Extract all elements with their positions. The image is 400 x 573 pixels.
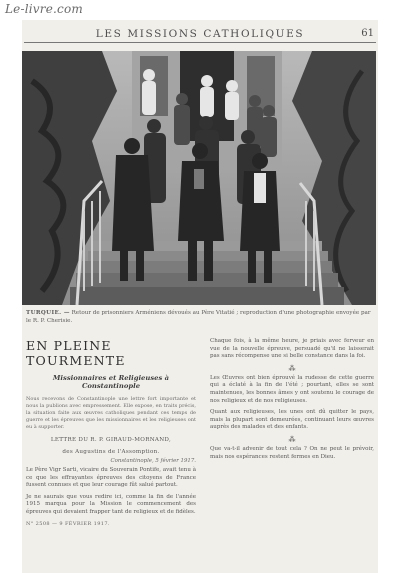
running-head bbox=[22, 28, 378, 42]
running-title: LES MISSIONS CATHOLIQUES bbox=[95, 28, 305, 40]
article-paragraph: Le Père Vigr Sarti, vicaire du Souverain Pontife, avait tenu à ce que les effrayantes épreuves des citoyens de France fussent connues et que leur courage fût salué partout. bbox=[26, 467, 196, 489]
watermark: Le-livre.com bbox=[5, 2, 83, 16]
page-number: 61 bbox=[361, 28, 374, 39]
scanned-page bbox=[22, 20, 378, 573]
issue-footer: N° 2508 — 9 FÉVRIER 1917. bbox=[26, 520, 110, 527]
right-paragraph: Quant aux religieuses, les unes ont dû quitter le pays, mais la plupart sont demeurées, continuant leurs œuvres auprès des malades et des enfants. bbox=[210, 409, 374, 431]
right-paragraph: Que va-t-il advenir de tout cela ? On ne peut le prévoir, mais nos espérances restent fermes en Dieu. bbox=[210, 445, 374, 460]
article-paragraph: Je ne saurais que vous redire ici, comme la fin de l'année 1915 marqua pour la Mission le commencement des épreuves qui devaient frapper tant de religieux et de fidèles. bbox=[26, 493, 196, 515]
article-byline: LETTRE DU R. P. GIRAUD-MORNAND, bbox=[50, 437, 172, 443]
header-rule bbox=[24, 42, 376, 43]
article-left-column bbox=[26, 338, 196, 527]
photo-caption bbox=[26, 309, 372, 325]
article-byline-role: des Augustins de l'Assomption. bbox=[62, 449, 160, 455]
article-intro: Nous recevons de Constantinople une lettre fort importante et nous la publions avec empressement. Elle expose, en traits précis, la situation faite aux œuvres catholiques pendant ces temps de guerre et les épreuves que les missionnaires et les religieuses ont eu à supporter. bbox=[26, 396, 196, 430]
right-paragraph: Chaque fois, à la même heure, je priais avec ferveur en vue de la nouvelle épreuve, persuadé qu'il ne laisserait pas sans récompense une si belle constance dans la foi. bbox=[210, 338, 374, 360]
article-subhead: Missionnaires et Religieuses à Constantinople bbox=[52, 374, 170, 390]
photograph-illustration bbox=[22, 51, 376, 305]
right-paragraph: Les Œuvres ont bien éprouvé la rudesse de cette guerre qui a éclaté à la fin de l'été ; pourtant, elles se sont maintenues, les bonnes âmes y ont soutenu le courage de nos religieux et de nos religieuses. bbox=[210, 374, 374, 404]
article-dateline: Constantinople, 5 février 1917. bbox=[110, 458, 196, 464]
photograph bbox=[22, 51, 376, 305]
article-right-column bbox=[210, 338, 374, 465]
section-separator-icon: ⁂ bbox=[288, 435, 296, 444]
caption-lead: TURQUIE. — bbox=[26, 310, 70, 316]
article-headline: EN PLEINE TOURMENTE bbox=[26, 338, 126, 368]
caption-text: Retour de prisonniers Arméniens dévoués au Père Vitatié ; reproduction d'une photographie envoyée par le R. P. Cherisie. bbox=[26, 310, 371, 324]
section-separator-icon: ⁂ bbox=[288, 364, 296, 373]
